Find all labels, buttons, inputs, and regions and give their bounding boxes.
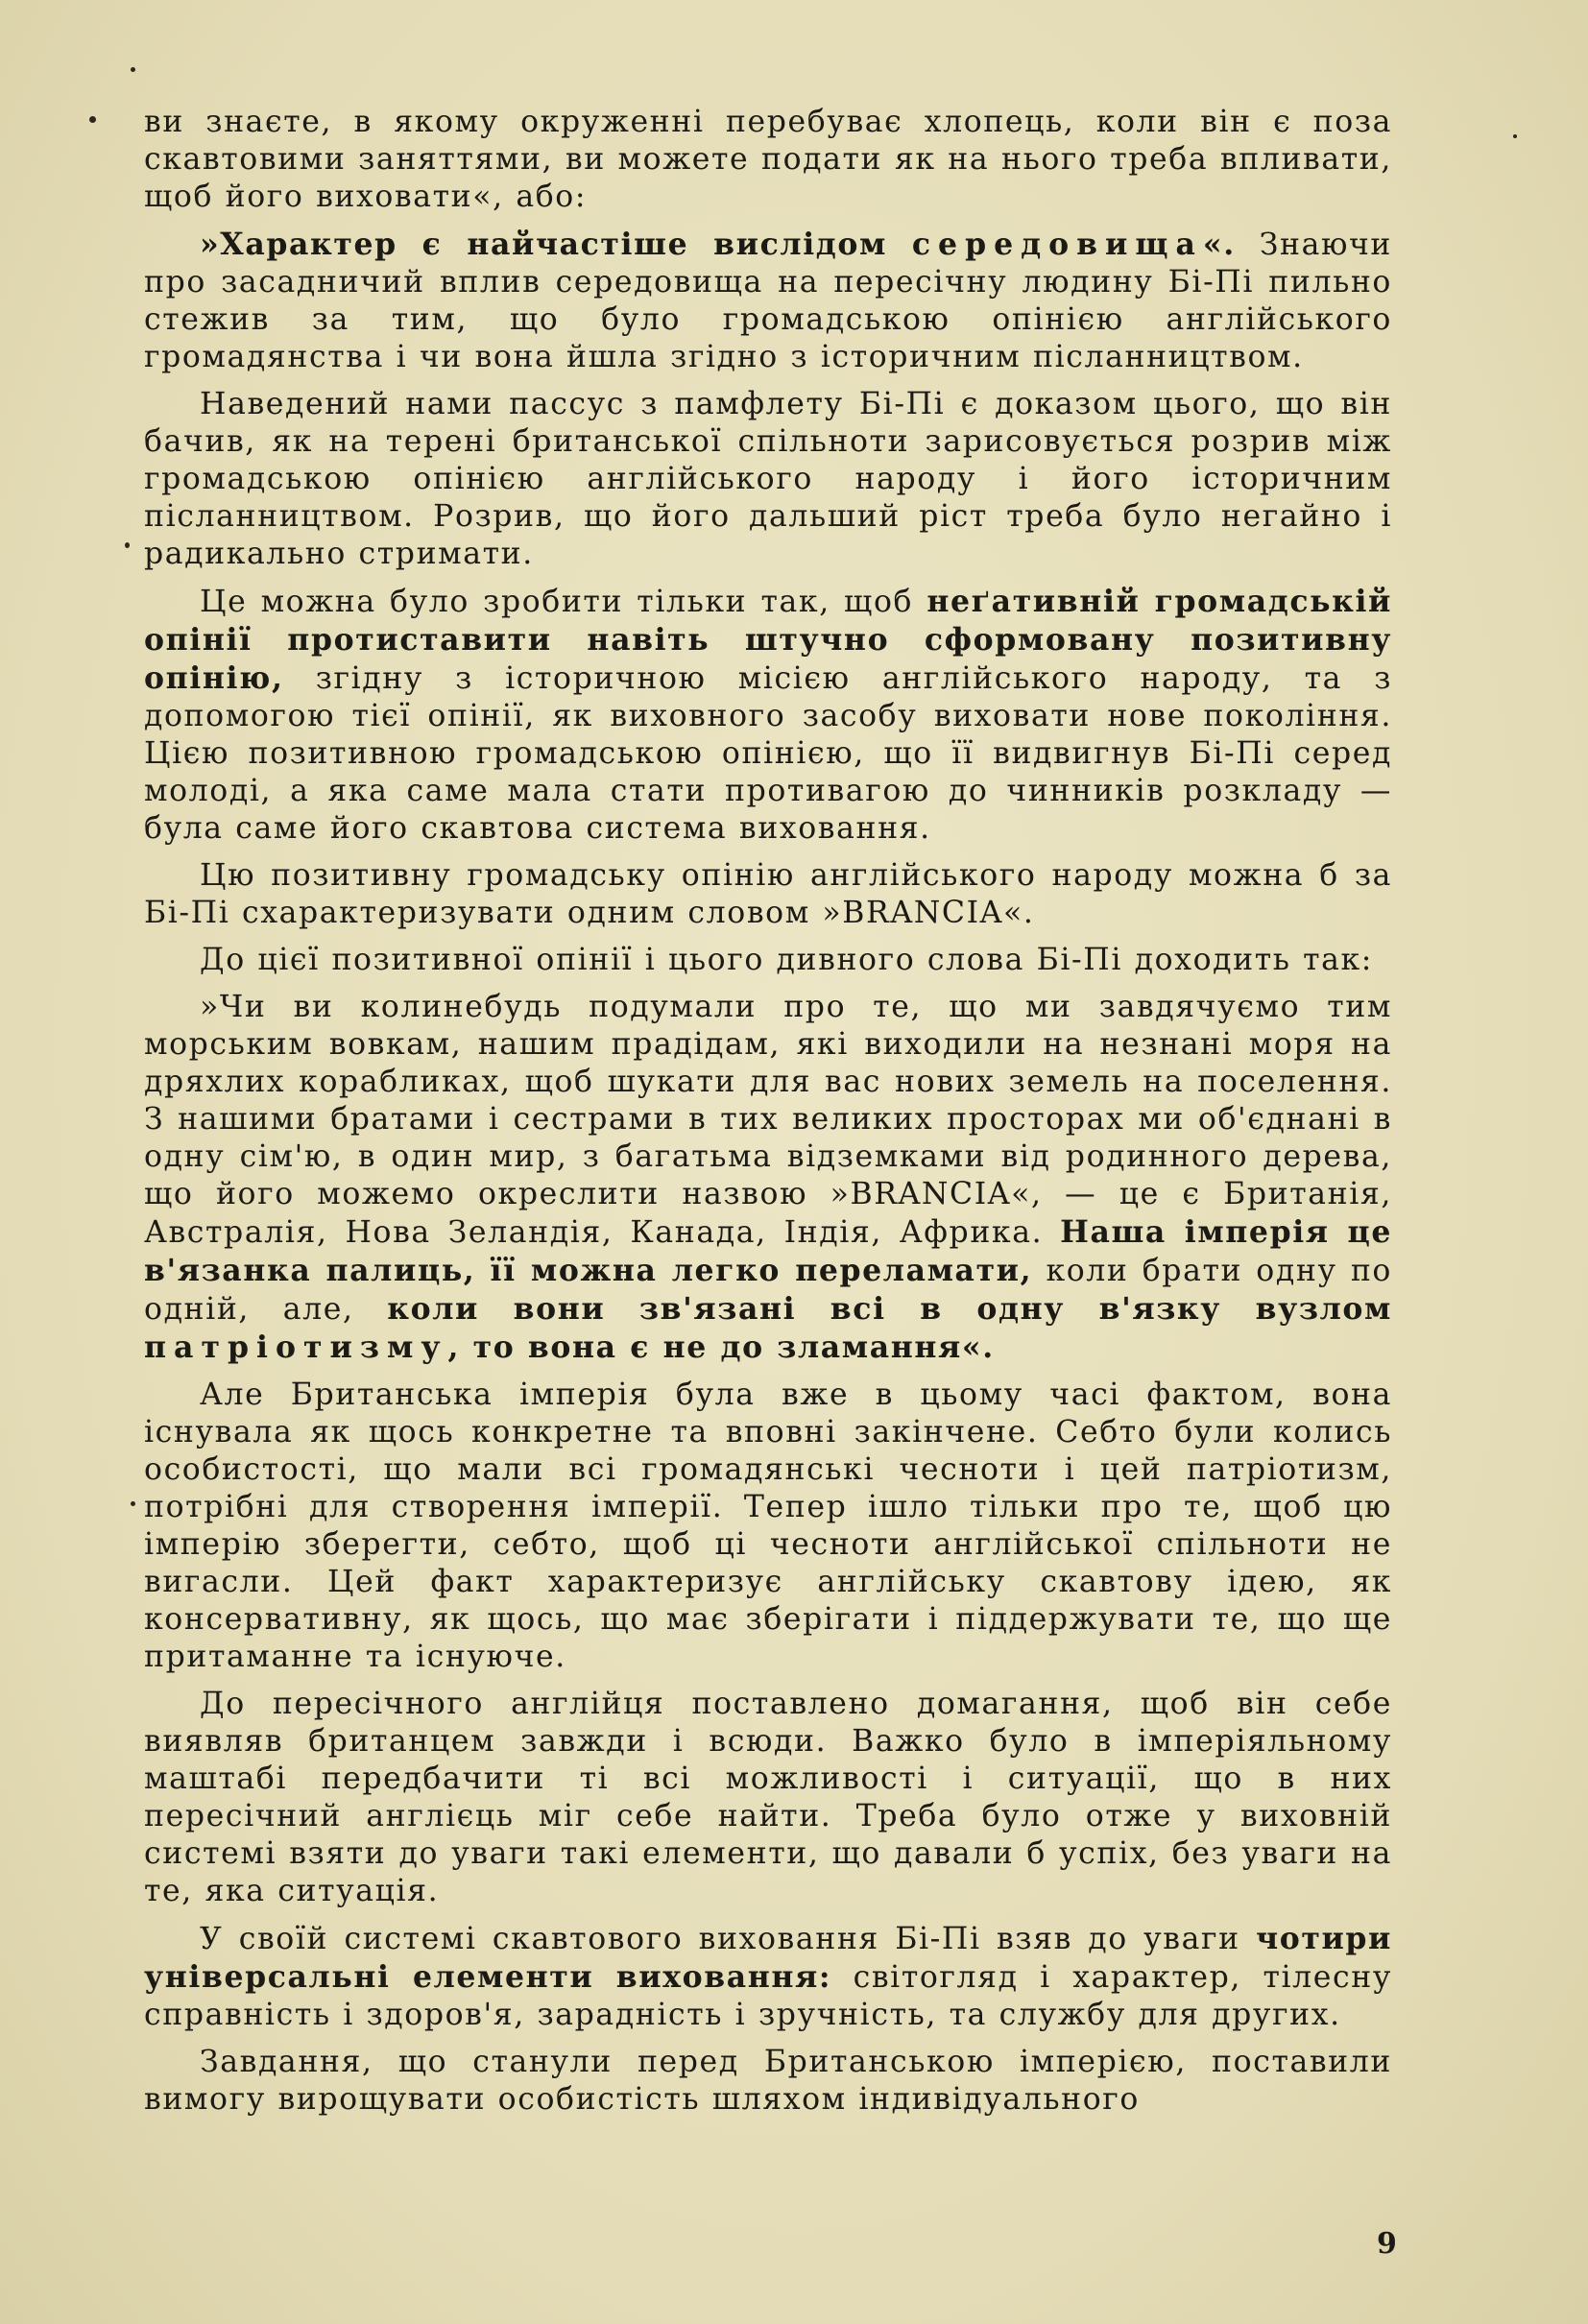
paragraph: [144, 857, 1392, 932]
text-run: коли брати одну по одній, але,: [144, 1254, 1392, 1327]
ink-speck: [131, 67, 135, 72]
text-run: У своїй системі скавтового виховання Бі-Пі взяв до уваги: [200, 1922, 1257, 1956]
paragraph: [144, 1377, 1392, 1676]
paragraph: [144, 1920, 1392, 2034]
ink-speck: [1513, 134, 1517, 138]
body-text: [144, 104, 1392, 2128]
emphasis-run: Наша імперія це в'язанка палиць, її можна легко переламати,: [144, 1214, 1392, 1288]
text-run: Наведений нами пассус з памфлету Бі-Пі є доказом цього, що він бачив, як на терені британської спільноти зарисовується розрив між громадською опінією англійського народу і його історичним післанництвом. Розрив, що його дальший ріст треба було негайно і радикально стримати.: [144, 387, 1392, 571]
paragraph: [144, 989, 1392, 1367]
ink-speck: [89, 116, 96, 123]
text-run: До пересічного англійця поставлено домагання, щоб він себе виявляв британцем завжди і всюди. Важко було в імперіяльному маштабі передбачити ті всі можливості і ситуації, що в них пересічний англієць міг себе найти. Треба було отже у виховній системі взяти до уваги такі елементи, що давали б успіх, без уваги на те, яка ситуація.: [144, 1687, 1392, 1908]
page-number: 9: [1377, 2227, 1397, 2261]
text-run: Завдання, що станули перед Британською імперією, поставили вимогу вирощувати особистість шляхом індивідуального: [144, 2045, 1392, 2117]
paragraph: [144, 2044, 1392, 2119]
text-run: світогляд і характер, тілесну справність і здоров'я, зарадність і зручність, та службу для других.: [144, 1960, 1392, 2032]
emphasis-run: »Характер є найчастіше вислідом: [200, 227, 912, 262]
paragraph: [144, 104, 1392, 216]
emphasis-run: неґативній громадській опінії протиставити навіть штучно сформовану позитивну опінію,: [144, 584, 1392, 696]
text-run: »Чи ви колинебудь подумали про те, що ми завдячуємо тим морським вовкам, нашим прадідам, які виходили на незнані моря на дряхлих корабликах, щоб шукати для вас нових земель на поселення. З нашими братами і сестрами в тих великих просторах ми об'єднані в одну сім'ю, в один мир, з багатьма відземками від родинного дерева, що його можемо окреслити назвою »BRANCIA«, — це є Британія, Австралія, Нова Зеландія, Канада, Індія, Африка.: [144, 990, 1392, 1250]
text-run: згідну з історичною місією англійського народу, та з допомогою тієї опінії, як виховного засобу виховати нове покоління. Цією позитивною громадською опінією, що її видвигнув Бі-Пі серед молоді, а яка саме мала стати противагою до чинників розкладу — була саме його скавтова система виховання.: [144, 661, 1392, 846]
emphasis-run: чотири універсальні елементи виховання:: [144, 1921, 1392, 1995]
text-run: Знаючи про засадничий вплив середовища на пересічну людину Бі-Пі пильно стежив за тим, що було громадською опінією англійського громадянства і чи вона йшла згідно з історичним післанництвом.: [144, 228, 1392, 374]
emphasis-run: патріотизму: [144, 1330, 448, 1365]
text-run: Цю позитивну громадську опінію англійського народу можна б за Бі-Пі схарактеризувати одним словом »BRANCIA«.: [144, 858, 1392, 930]
ink-speck: [131, 1501, 135, 1506]
paragraph: [144, 1686, 1392, 1910]
paragraph: [144, 942, 1392, 979]
paragraph: [144, 583, 1392, 848]
text-run: Але Британська імперія була вже в цьому часі фактом, вона існувала як щось конкретне та вповні закінчене. Себто були колись особистості, що мали всі громадянські чесноти і цей патріотизм, потрібні для створення імперії. Тепер ішло тільки про те, щоб цю імперію зберегти, себто, щоб ці чесноти англійської спільноти не вигасли. Цей факт характеризує англійську скавтову ідею, як консервативну, як щось, що має зберігати і піддержувати те, що ще притаманне та існуюче.: [144, 1378, 1392, 1674]
paragraph: [144, 226, 1392, 376]
emphasis-run: коли вони зв'язані всі в одну в'язку вузлом: [387, 1291, 1393, 1327]
text-run: До цієї позитивної опінії і цього дивного слова Бі-Пі доходить так:: [200, 943, 1374, 977]
emphasis-run: середовища: [911, 227, 1203, 262]
paragraph: [144, 386, 1392, 573]
ink-speck: [125, 542, 130, 548]
text-run: ви знаєте, в якому окруженні перебуває хлопець, коли він є поза скавтовими заняттями, ви можете подати як на нього треба впливати, щоб його виховати«, або:: [144, 105, 1392, 214]
text-run: Це можна було зробити тільки так, щоб: [200, 585, 927, 619]
emphasis-run: , то вона є не до зламання«.: [447, 1330, 995, 1365]
emphasis-run: «.: [1202, 227, 1236, 262]
